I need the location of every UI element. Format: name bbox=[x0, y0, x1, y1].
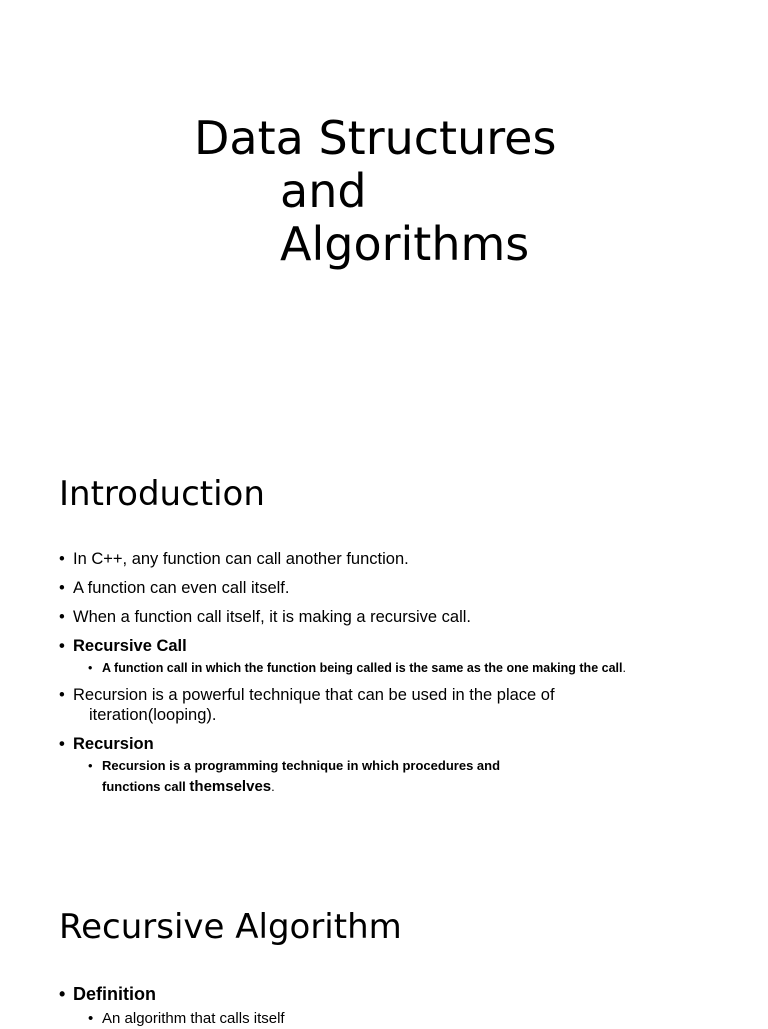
bullet-list bbox=[59, 549, 739, 797]
bullet-item bbox=[59, 734, 739, 754]
sub-bullet-emphasis: themselves bbox=[189, 778, 272, 795]
sub-bullet-item bbox=[59, 658, 739, 679]
title-line-3: Algorithms bbox=[280, 217, 530, 271]
sub-bullet-period: . bbox=[271, 779, 275, 794]
bullet-text-continued: iteration(looping). bbox=[89, 706, 217, 724]
bullet-text: In C++, any function can call another function. bbox=[73, 550, 409, 568]
bullet-text: Recursion is a powerful technique that can be used in the place of bbox=[73, 686, 555, 704]
bullet-item bbox=[59, 607, 739, 627]
title-slide bbox=[0, 0, 768, 400]
sub-bullet-text-part: functions call bbox=[102, 779, 190, 794]
title-line-2: and bbox=[280, 164, 367, 218]
bullet-text: A function can even call itself. bbox=[73, 579, 290, 597]
slide-heading: Introduction bbox=[59, 474, 265, 514]
introduction-slide bbox=[0, 400, 768, 840]
bullet-item bbox=[59, 549, 739, 569]
title-line-1: Data Structures bbox=[194, 111, 557, 165]
bullet-list bbox=[59, 983, 739, 1029]
sub-bullet-item bbox=[59, 755, 739, 797]
sub-bullet-text-continued bbox=[102, 776, 739, 797]
bullet-text: Recursion bbox=[73, 735, 154, 753]
sub-bullet-item bbox=[59, 1008, 739, 1029]
sub-bullet-period: . bbox=[622, 661, 626, 675]
bullet-item bbox=[59, 685, 739, 725]
bullet-text: When a function call itself, it is making a recursive call. bbox=[73, 608, 471, 626]
bullet-item bbox=[59, 578, 739, 598]
slide-heading: Recursive Algorithm bbox=[59, 907, 402, 947]
sub-bullet-text: Recursion is a programming technique in which procedures and bbox=[102, 758, 501, 773]
bullet-item bbox=[59, 636, 739, 656]
bullet-text: Definition bbox=[73, 984, 156, 1004]
sub-bullet-text: An algorithm that calls itself bbox=[102, 1010, 285, 1027]
bullet-text: Recursive Call bbox=[73, 637, 187, 655]
bullet-item bbox=[59, 983, 739, 1005]
sub-bullet-text: A function call in which the function being called is the same as the one making the call bbox=[102, 661, 623, 675]
recursive-algorithm-slide bbox=[0, 840, 768, 1027]
